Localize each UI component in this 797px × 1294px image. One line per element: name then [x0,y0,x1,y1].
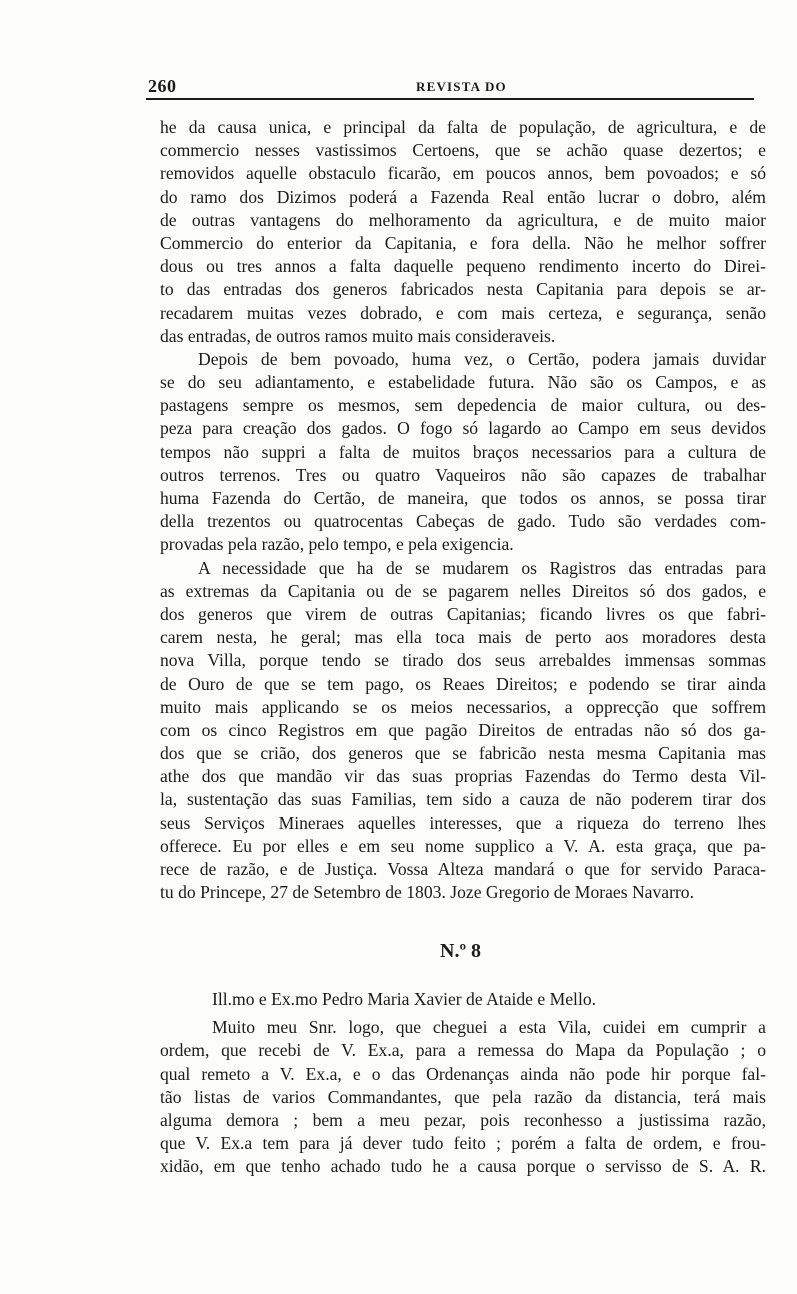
paragraph [160,116,766,348]
text-line: do ramo dos Dizimos poderá a Fazenda Real então lucrar o dobro, além [160,186,766,207]
letter-line: Muito meu Snr. logo, que cheguei a esta Vila, cuidei em cumprir a [212,1017,766,1038]
paragraph [160,348,766,557]
letter-salutation: Ill.mo e Ex.mo Pedro Maria Xavier de Ataide e Mello. [212,989,597,1009]
text-line: dos generos que virem de outras Capitanias; ficando livres os que fabri- [160,603,766,624]
running-head [146,76,754,100]
letter [160,988,766,1179]
text-line: se do seu adiantamento, e estabelidade futura. Não são os Campos, e as [160,372,766,393]
text-line: offerece. Eu por elles e em seu nome supplico a V. A. esta graça, que pa- [160,835,766,856]
text-line: recadarem muitas vezes dobrado, e com mais certeza, e segurança, senão [160,302,766,323]
text-line: commercio nesses vastissimos Certoens, que se achão quase dezertos; e [160,140,766,161]
text-line: com os cinco Registros em que pagão Direitos de entradas não só dos ga- [160,719,766,740]
text-line: dous ou tres annos a falta daquelle pequeno rendimento incerto do Direi- [160,256,766,277]
text-line: A necessidade que ha de se mudarem os Ragistros das entradas para [198,557,766,578]
text-line: outros terrenos. Tres ou quatro Vaqueiros não são capazes de trabalhar [160,464,766,485]
text-line: tempos não suppri a falta de muitos braços necessarios para a cultura de [160,441,766,462]
paragraph [160,557,766,905]
letter-line: ordem, que recebi de V. Ex.a, para a remessa do Mapa da População ; o [160,1040,766,1061]
text-line: la, sustentação das suas Familias, tem sido a cauza de não poderem tirar dos [160,789,766,810]
text-line: huma Fazenda do Certão, de maneira, que todos os annos, se possa tirar [160,488,766,508]
text-line: athe dos que mandão vir das suas proprias Fazendas do Termo desta Vil- [160,766,766,787]
text-line: peza para creação dos gados. O fogo só lagardo ao Campo em seus devidos [160,418,766,439]
text-line: to das entradas dos generos fabricados nesta Capitania para depois se ar- [160,279,766,300]
document-number: N.º 8 [440,940,482,962]
text-line: he da causa unica, e principal da falta de população, de agricultura, e de [160,117,766,137]
text-line: carem nesta, he geral; mas ella toca mais de perto aos moradores desta [160,627,766,648]
text-line: de outras vantagens do melhoramento da agricultura, e de muito maior [160,209,766,230]
letter-line: tão listas de varios Commandantes, que pela razão da distancia, terá mais [160,1086,766,1107]
text-line: Depois de bem povoado, huma vez, o Certão, podera jamais duvidar [198,348,766,369]
letter-line: alguma demora ; bem a meu pezar, pois reconhesso a justissima razão, [160,1109,766,1130]
letter-line: xidão, em que tenho achado tudo he a causa porque o servisso de S. A. R. [160,1156,766,1177]
journal-title: REVISTA DO [416,79,507,94]
text-line: muito mais applicando se os meios necessarios, a opprecção que soffrem [160,696,766,717]
text-line: pastagens sempre os mesmos, sem depedencia de maior cultura, ou des- [160,395,766,416]
text-line: das entradas, de outros ramos muito mais consideraveis. [160,325,556,346]
text-line: seus Serviços Mineraes aquelles interesses, que a riqueza do terreno lhes [160,812,766,833]
text-line: Commercio do enterior da Capitania, e fora della. Não he melhor soffrer [160,232,766,253]
letter-line: que V. Ex.a tem para já dever tudo feito ; porém a falta de ordem, e frou- [160,1133,766,1154]
text-line: dos que se crião, dos generos que se fabricão nesta mesma Capitania mas [160,743,766,764]
text-line: nova Villa, porque tendo se tirado dos seus arrebaldes immensas sommas [160,650,766,671]
text-line: as extremas da Capitania ou de se pagarem nelles Direitos só dos gados, e [160,580,766,601]
text-line: rece de razão, e de Justiça. Vossa Alteza mandará o que for servido Paraca- [160,859,766,879]
text-line: tu do Princepe, 27 de Setembro de 1803. Joze Gregorio de Moraes Navarro. [160,882,695,903]
text-line: della trezentos ou quatrocentas Cabeças de gado. Tudo são verdades com- [160,511,766,532]
text-line: removidos aquelle obstaculo ficarão, em poucos annos, bem povoados; e só [160,163,766,184]
text-line: provadas pela razão, pelo tempo, e pela exigencia. [160,534,514,555]
page-number: 260 [148,76,177,96]
body-text [160,116,766,904]
letter-line: qual remeto a V. Ex.a, e o das Ordenanças ainda não pode hir porque fal- [160,1063,766,1084]
text-line: de Ouro de que se tem pago, os Reaes Direitos; e podendo se tirar ainda [160,673,766,694]
